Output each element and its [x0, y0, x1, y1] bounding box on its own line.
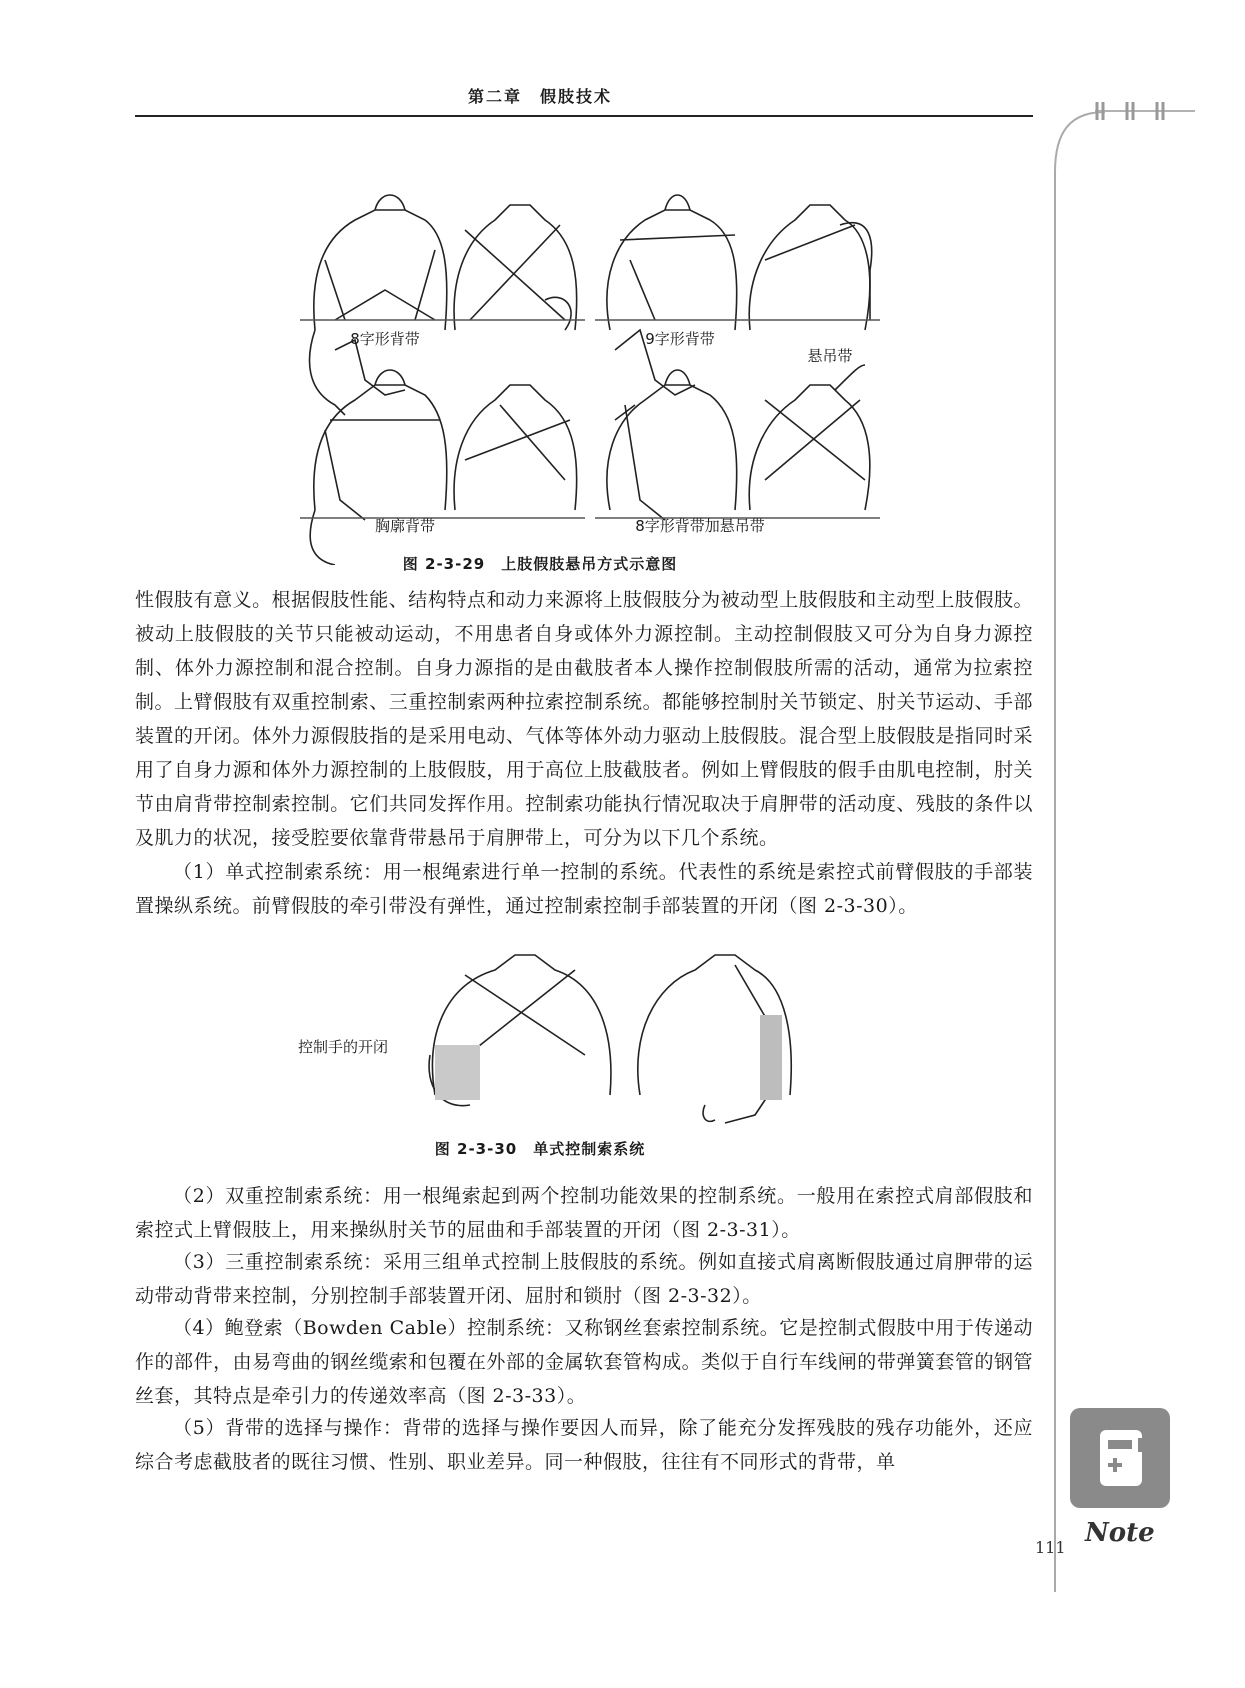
- page-number: 111: [1035, 1538, 1066, 1557]
- paragraph-triple-cable: （3）三重控制索系统：采用三组单式控制上肢假肢的系统。例如直接式肩离断假肢通过肩胛带的运动带动背带来控制，分别控制手部装置开闭、屈肘和锁肘（图 2-3-32）。: [135, 1251, 1033, 1307]
- illustration-figure8-front: [310, 195, 447, 415]
- side-margin-curve: [1050, 112, 1110, 1592]
- paragraph-bowden-cable: （4）鲍登索（Bowden Cable）控制系统：又称钢丝套索控制系统。它是控制式假肢中用于传递动作的部件，由易弯曲的钢丝缆索和包覆在外部的金属软套管构成。类似于自行车线闸的带弹簧套管的钢管丝套，其特点是牵引力的传递效率高（图 2-3-33）。: [135, 1317, 1033, 1407]
- figure-caption-2-3-29: 图 2-3-29 上肢假肢悬吊方式示意图: [402, 555, 678, 573]
- callout-control-hand: 控制手的开闭: [298, 1038, 389, 1056]
- paragraph-single-cable: （1）单式控制索系统：用一根绳索进行单一控制的系统。代表性的系统是索控式前臂假肢的手部装置操纵系统。前臂假肢的牵引带没有弹性，通过控制索控制手部装置的开闭（图 2-3-30）。: [135, 861, 1033, 917]
- label-figure8-suspension: 8字形背带加悬吊带: [635, 517, 765, 535]
- paragraph-harness-selection: （5）背带的选择与操作：背带的选择与操作要因人而异，除了能充分发挥残肢的残存功能外，还应综合考虑截肢者的既往习惯、性别、职业差异。同一种假肢，往往有不同形式的背带，单: [135, 1417, 1033, 1473]
- chapter-header: 第二章 假肢技术: [467, 87, 612, 106]
- note-label: Note: [1085, 1518, 1155, 1548]
- illustration-figure9-back: [749, 205, 871, 330]
- note-icon: [1070, 1408, 1170, 1508]
- label-chest-harness: 胸廓背带: [374, 517, 435, 535]
- illustration-figure8-back: [454, 205, 577, 330]
- paragraph-double-cable: （2）双重控制索系统：用一根绳索起到两个控制功能效果的控制系统。一般用在索控式肩部假肢和索控式上臂假肢上，用来操纵肘关节的屈曲和手部装置的开闭（图 2-3-31）。: [135, 1185, 1033, 1241]
- illustration-figure9-front: [607, 195, 737, 395]
- margin-tick-icon: [1095, 100, 1195, 122]
- header-rule: [135, 115, 1033, 117]
- figure-caption-2-3-30: 图 2-3-30 单式控制索系统: [434, 1140, 646, 1158]
- label-figure9-harness: 9字形背带: [645, 330, 715, 348]
- paragraph-intro: 性假肢有意义。根据假肢性能、结构特点和动力来源将上肢假肢分为被动型上肢假肢和主动型上肢假肢。被动上肢假肢的关节只能被动运动，不用患者自身或体外力源控制。主动控制假肢又可分为自身力源控制、体外力源控制和混合控制。自身力源指的是由截肢者本人操作控制假肢所需的活动，通常为拉索控制。上臂假肢有双重控制索、三重控制索两种拉索控制系统。都能够控制肘关节锁定、肘关节运动、手部装置的开闭。体外力源假肢指的是采用电动、气体等体外动力驱动上肢假肢。混合型上肢假肢是指同时采用了自身力源和体外力源控制的上肢假肢，用于高位上肢截肢者。例如上臂假肢的假手由肌电控制，肘关节由肩背带控制索控制。它们共同发挥作用。控制索功能执行情况取决于肩胛带的活动度、残肢的条件以及肌力的状况，接受腔要依靠背带悬吊于肩胛带上，可分为以下几个系统。: [135, 589, 1033, 849]
- illustration-figure8-with-suspension-back: [749, 365, 870, 510]
- callout-suspension-strap: 悬吊带: [807, 347, 853, 365]
- figure-harness-types: [295, 180, 880, 565]
- illustration-chest-strap-back: [454, 385, 577, 510]
- label-figure8-harness: 8字形背带: [350, 330, 420, 348]
- figure-single-cable-system: [415, 945, 845, 1130]
